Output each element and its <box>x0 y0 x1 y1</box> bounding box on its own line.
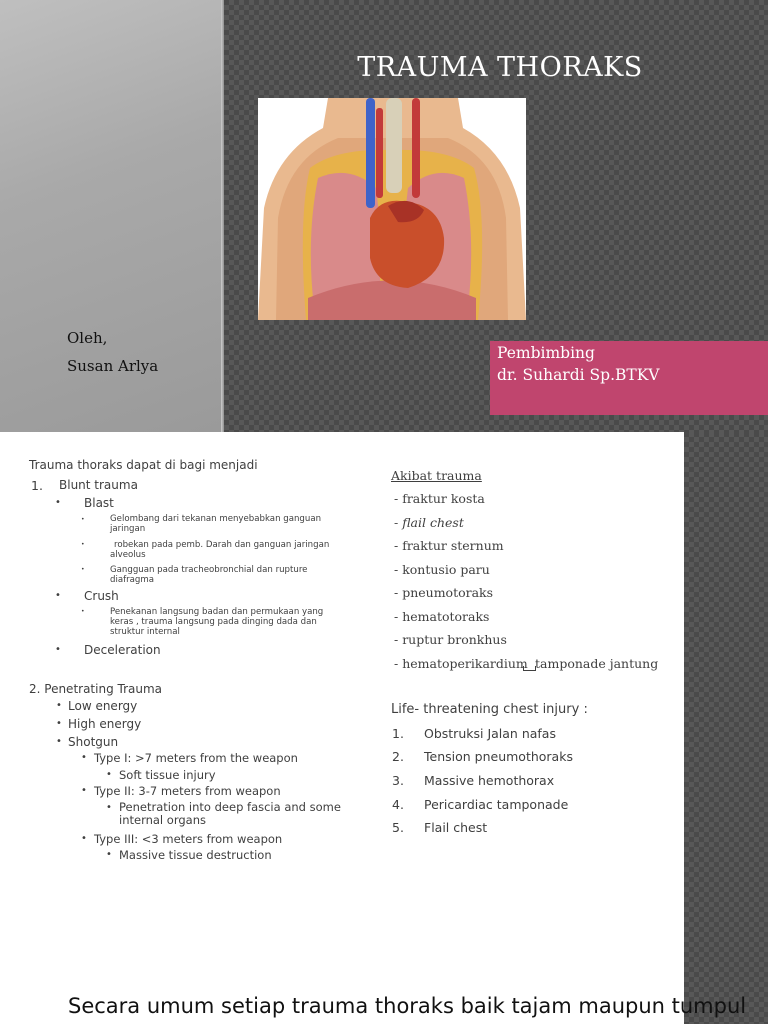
bullet-icon: • <box>106 802 112 813</box>
akibat-item: - fraktur sternum <box>394 538 504 553</box>
supervisor-box <box>490 341 768 415</box>
type-2-detail-line: Penetration into deep fascia and some <box>119 800 341 814</box>
bullet-icon: • <box>55 644 61 655</box>
life-item: Tension pneumothoraks <box>424 749 573 764</box>
list-number: 1. <box>392 726 404 741</box>
bullet-icon: • <box>56 736 62 747</box>
type-2-detail <box>119 801 341 827</box>
akibat-item: - fraktur kosta <box>394 491 485 506</box>
type-2-detail-line: internal organs <box>119 813 206 827</box>
life-item: Obstruksi Jalan nafas <box>424 726 556 741</box>
akibat-item: - hematoperikardium <box>394 656 528 671</box>
blast-label: Blast <box>84 496 114 510</box>
deceleration-label: Deceleration <box>84 643 161 657</box>
list-number: 4. <box>392 797 404 812</box>
shotgun: Shotgun <box>68 735 119 749</box>
blast-item-line: jaringan <box>110 524 146 534</box>
bullet-icon: • <box>81 541 85 548</box>
bullet-icon: • <box>55 497 61 508</box>
bullet-icon: • <box>56 700 62 711</box>
bullet-icon: • <box>106 849 112 860</box>
blast-item <box>110 514 321 534</box>
bullet-icon: • <box>56 718 62 729</box>
blast-item-line: diafragma <box>110 575 155 585</box>
title-slide <box>0 0 768 432</box>
akibat-item: - flail chest <box>394 515 464 530</box>
shotgun-type-3: Type III: <3 meters from weapon <box>94 832 283 846</box>
bullet-icon: • <box>81 833 87 844</box>
blunt-trauma-heading: Blunt trauma <box>59 478 138 492</box>
blast-item-line: Gangguan pada tracheobronchial dan rupture <box>110 565 308 575</box>
list-number: 3. <box>392 773 404 788</box>
life-threatening-heading: Life- threatening chest injury : <box>391 702 588 717</box>
crush-line: Penekanan langsung badan dan permukaan yang <box>110 607 324 617</box>
blast-item-line: robekan pada pemb. Darah dan ganguan jaringan <box>114 540 330 550</box>
bullet-icon: • <box>81 752 87 763</box>
akibat-heading: Akibat trauma <box>391 468 482 483</box>
akibat-item: - hematotoraks <box>394 609 490 624</box>
blast-item <box>110 565 307 585</box>
bullet-icon: • <box>81 516 85 523</box>
high-energy: High energy <box>68 717 142 731</box>
bullet-icon: • <box>81 608 85 615</box>
bullet-icon: • <box>81 785 87 796</box>
list-number: 1. <box>31 478 43 493</box>
shotgun-type-1: Type I: >7 meters from the weapon <box>94 751 298 765</box>
crush-description <box>110 607 323 637</box>
bullet-icon: • <box>81 566 85 573</box>
patterned-band <box>684 432 768 1024</box>
shotgun-type-2: Type II: 3-7 meters from weapon <box>94 784 281 798</box>
supervisor-name: dr. Suhardi Sp.BTKV <box>497 366 660 384</box>
penetrating-trauma-heading: 2. Penetrating Trauma <box>29 682 163 696</box>
next-slide-text: Secara umum setiap trauma thoraks baik tajam maupun tumpul <box>68 994 747 1018</box>
type-1-detail: Soft tissue injury <box>119 768 216 782</box>
bullet-icon: • <box>55 590 61 601</box>
intro-text: Trauma thoraks dapat di bagi menjadi <box>29 458 258 472</box>
blast-item-line: alveolus <box>110 550 146 560</box>
low-energy: Low energy <box>68 699 138 713</box>
akibat-item: - pneumotoraks <box>394 585 494 600</box>
bullet-icon: • <box>106 769 112 780</box>
akibat-item: tamponade jantung <box>535 656 659 671</box>
blast-item-line: Gelombang dari tekanan menyebabkan ganguan <box>110 514 322 524</box>
author-name: Susan Arlya <box>67 357 159 375</box>
crush-label: Crush <box>84 589 119 603</box>
akibat-item: - ruptur bronkhus <box>394 632 507 647</box>
slide-title: TRAUMA THORAKS <box>357 52 643 83</box>
author-label: Oleh, <box>67 329 108 347</box>
crush-line: struktur internal <box>110 627 180 637</box>
author-block <box>67 324 158 380</box>
akibat-item: - kontusio paru <box>394 562 490 577</box>
thorax-anatomy-image <box>258 98 526 320</box>
crush-line: keras , trauma langsung pada dinging dada dan <box>110 617 317 627</box>
list-number: 5. <box>392 820 404 835</box>
type-3-detail: Massive tissue destruction <box>119 848 272 862</box>
blast-item <box>110 540 330 560</box>
list-number: 2. <box>392 749 404 764</box>
life-item: Flail chest <box>424 820 488 835</box>
content-slide <box>0 432 768 1024</box>
supervisor-label: Pembimbing <box>497 344 595 362</box>
life-item: Massive hemothorax <box>424 773 555 788</box>
life-item: Pericardiac tamponade <box>424 797 569 812</box>
